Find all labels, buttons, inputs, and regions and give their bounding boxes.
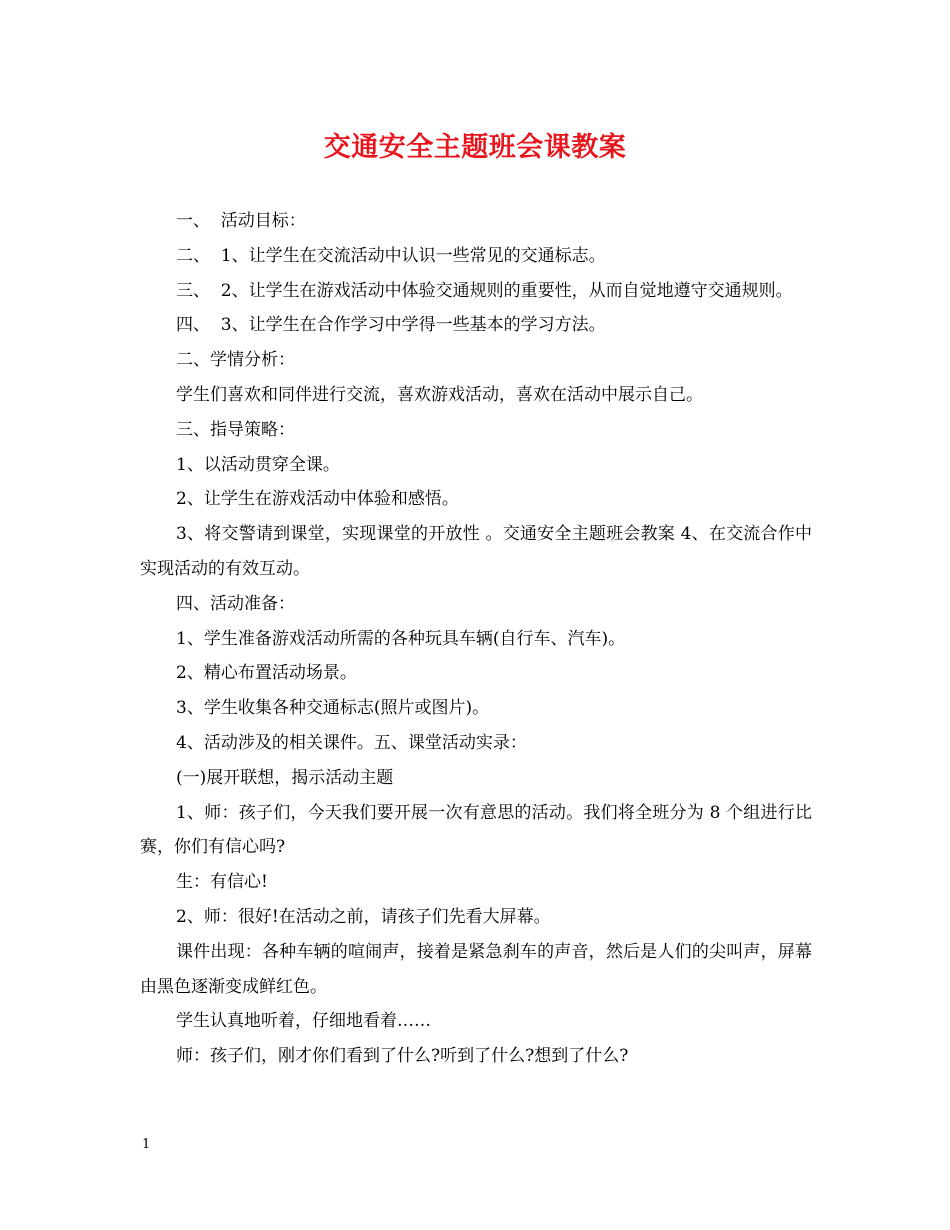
paragraph: 一、 活动目标： bbox=[176, 211, 306, 231]
paragraph: 1、师：孩子们，今天我们要开展一次有意思的活动。我们将全班分为 8 个组进行比赛，你们有信心吗? bbox=[140, 802, 812, 858]
paragraph: 学生认真地听着，仔细地看着…… bbox=[176, 1011, 431, 1032]
paragraph: 三、指导策略： bbox=[176, 419, 295, 440]
document-title: 交通安全主题班会课教案 bbox=[323, 132, 627, 163]
paragraph: 学生们喜欢和同伴进行交流，喜欢游戏活动，喜欢在活动中展示自己。 bbox=[176, 384, 703, 405]
paragraph: 2、师：很好!在活动之前，请孩子们先看大屏幕。 bbox=[176, 906, 551, 927]
paragraph: 四、 3、让学生在合作学习中学得一些基本的学习方法。 bbox=[176, 315, 606, 336]
paragraph: 4、活动涉及的相关课件。五、课堂活动实录： bbox=[176, 732, 527, 753]
paragraph: 二、学情分析： bbox=[176, 350, 295, 371]
paragraph: (一)展开联想，揭示活动主题 bbox=[176, 767, 394, 788]
paragraph: 三、 2、让学生在游戏活动中体验交通规则的重要性，从而自觉地遵守交通规则。 bbox=[176, 280, 793, 301]
paragraph: 课件出现：各种车辆的喧闹声，接着是紧急刹车的声音，然后是人们的尖叫声，屏幕由黑色逐渐变成鲜红色。 bbox=[140, 941, 812, 997]
paragraph: 2、让学生在游戏活动中体验和感悟。 bbox=[176, 489, 459, 510]
paragraph: 3、学生收集各种交通标志(照片或图片)。 bbox=[176, 698, 490, 719]
paragraph: 师：孩子们，刚才你们看到了什么?听到了什么?想到了什么? bbox=[176, 1046, 629, 1067]
paragraph: 二、 1、让学生在交流活动中认识一些常见的交通标志。 bbox=[176, 245, 606, 266]
document-body bbox=[140, 204, 812, 1074]
paragraph: 四、活动准备： bbox=[176, 593, 295, 614]
paragraph: 1、以活动贯穿全课。 bbox=[176, 454, 340, 475]
paragraph: 1、学生准备游戏活动所需的各种玩具车辆(自行车、汽车)。 bbox=[176, 628, 626, 649]
paragraph: 3、将交警请到课堂，实现课堂的开放性 。交通安全主题班会教案 4、在交流合作中实现活动的有效互动。 bbox=[140, 524, 812, 579]
paragraph: 2、精心布置活动场景。 bbox=[176, 663, 357, 684]
paragraph: 生：有信心! bbox=[176, 872, 268, 893]
page-number: 1 bbox=[142, 1137, 151, 1152]
